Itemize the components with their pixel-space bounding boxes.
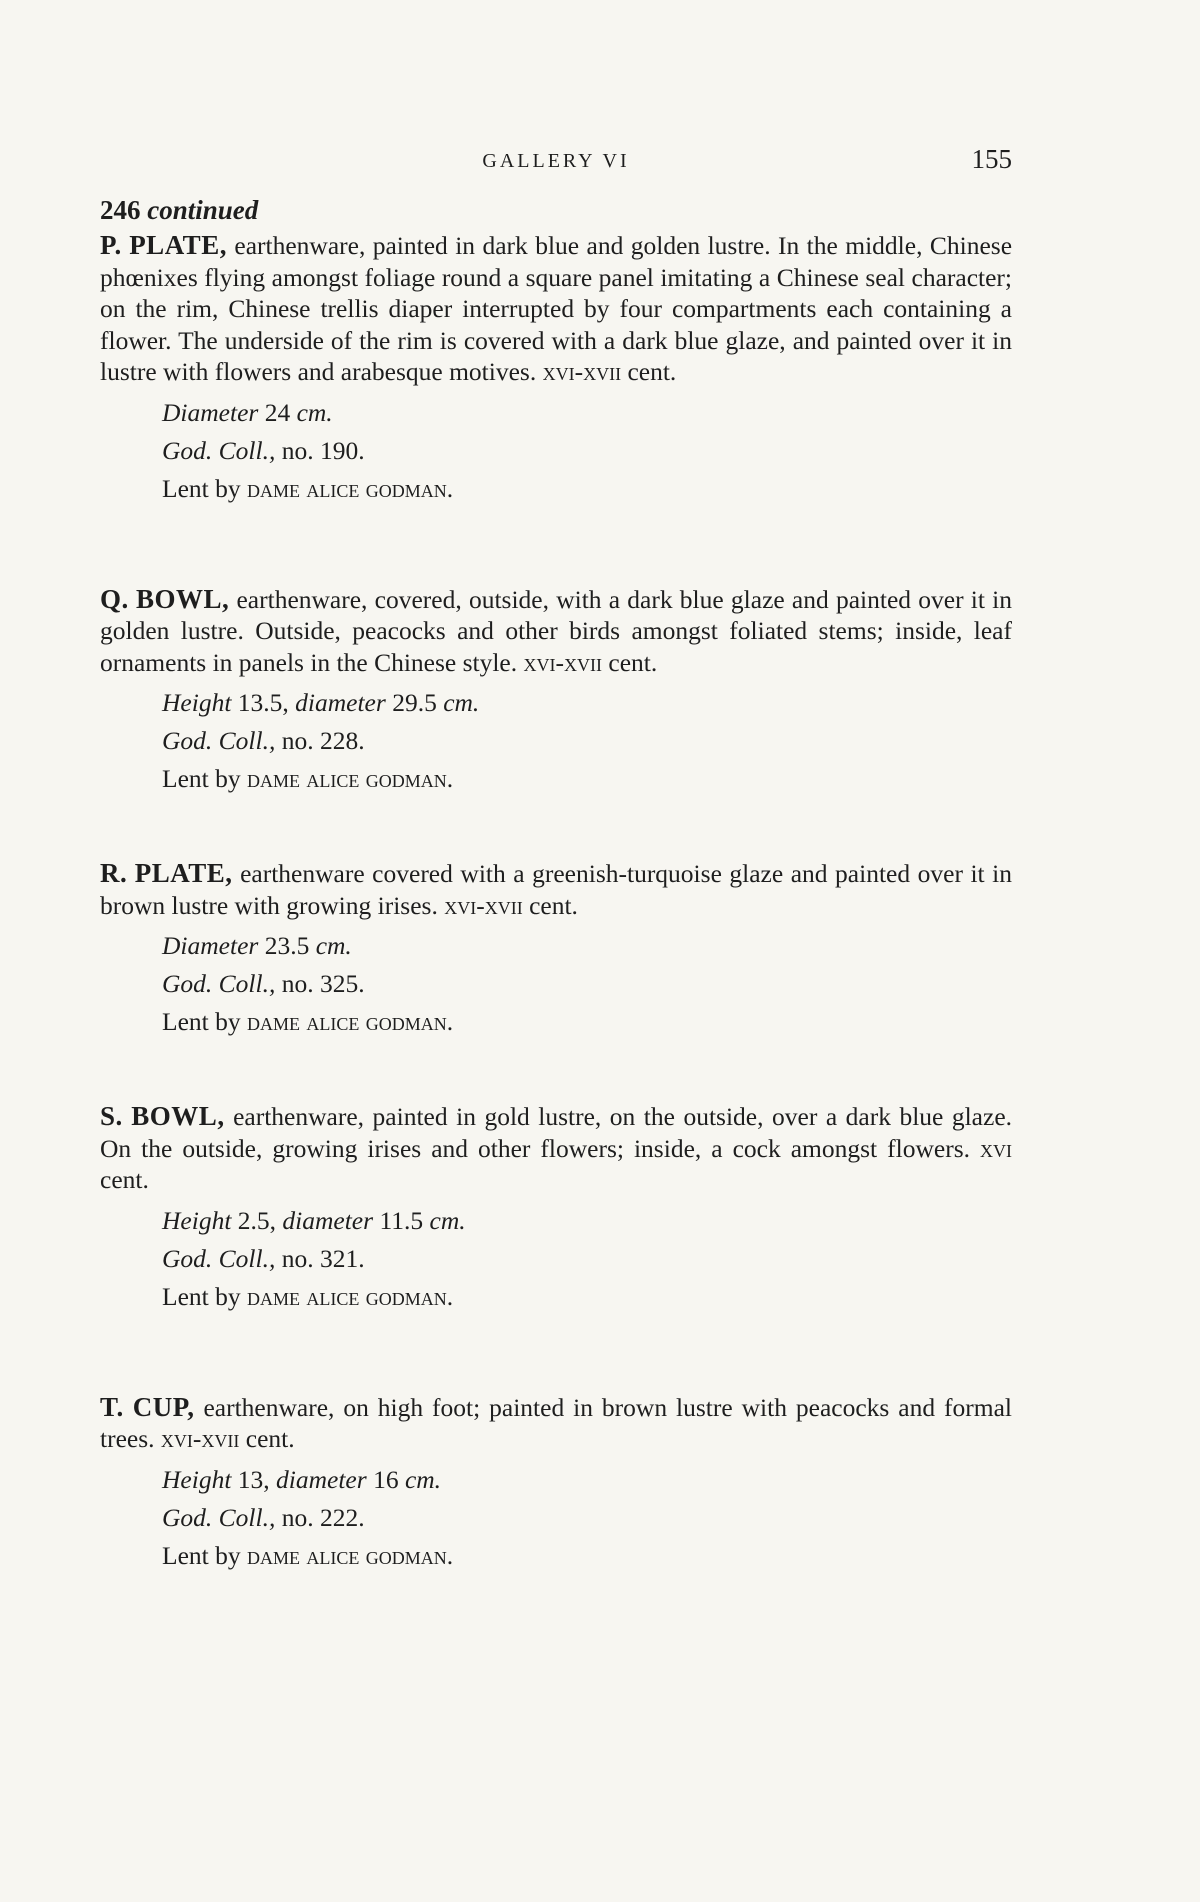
measure-value-2: 16: [373, 1464, 399, 1494]
unit: cm.: [429, 1205, 466, 1235]
date: xvi: [980, 1133, 1013, 1163]
measure-value: 13,: [237, 1464, 270, 1494]
page-content: [100, 192, 1012, 1575]
lender: dame alice godman.: [246, 764, 454, 793]
continued-label: continued: [147, 195, 259, 225]
entry-letter: T.: [100, 1391, 124, 1422]
object-name: BOWL,: [131, 1101, 225, 1131]
date: xvi-xvii: [523, 647, 602, 677]
entry-description: [100, 230, 1012, 388]
measure-label: Height: [162, 688, 232, 717]
spacer: [100, 1316, 1012, 1392]
entry-letter: P.: [100, 230, 122, 260]
measure-label-2: diameter: [276, 1464, 367, 1494]
date-suffix: cent.: [100, 1165, 149, 1194]
entry-text: earthenware, painted in gold lustre, on the outside, over a dark blue glaze. On the outside, growing irises and other flowers; inside, a cock amongst flowers.: [100, 1102, 1013, 1163]
lender-line: [162, 1278, 1012, 1316]
object-name: CUP,: [132, 1391, 195, 1422]
lender: dame alice godman.: [246, 1540, 454, 1570]
entry-t: [100, 1392, 1012, 1575]
measure-value: 13.5,: [237, 688, 289, 717]
collection-reference: [162, 965, 1012, 1003]
date-suffix: cent.: [245, 1424, 295, 1453]
entry-number: 246: [100, 195, 141, 225]
lender-line: [162, 760, 1012, 798]
entry-letter: S.: [100, 1101, 123, 1131]
measure-label-2: diameter: [282, 1205, 374, 1235]
entry-letter: R.: [100, 858, 128, 888]
measure-value-2: 11.5: [379, 1205, 424, 1235]
measure-value: 24: [264, 397, 291, 427]
measurement: [162, 684, 1012, 722]
entry-s: [100, 1101, 1012, 1316]
collection-reference: [162, 1499, 1012, 1537]
entry-details: [162, 684, 1012, 798]
collection-label: God. Coll.,: [162, 1243, 276, 1273]
collection-reference: [162, 1240, 1012, 1278]
collection-number: no. 190.: [281, 435, 365, 465]
entry-text: earthenware covered with a greenish-turquoise glaze and painted over it in brown lustre with growing irises.: [100, 859, 1013, 920]
object-name: PLATE,: [134, 858, 233, 888]
lent-prefix: Lent by: [162, 1281, 241, 1311]
spacer: [100, 798, 1012, 858]
entry-p: [100, 230, 1012, 508]
measure-label: Height: [162, 1205, 232, 1235]
entry-text: earthenware, painted in dark blue and golden lustre. In the middle, Chinese phœnixes flying amongst foliage round a square panel imitating a Chinese seal character; on the rim, Chinese trellis diaper interrupted by four compartments each containing a flower. The underside of the rim is covered with a dark blue glaze, and painted over it in lustre with flowers and arabesque motives.: [100, 231, 1013, 386]
measure-label-2: diameter: [295, 688, 386, 717]
collection-label: God. Coll.,: [162, 969, 276, 998]
lender: dame alice godman.: [246, 1281, 454, 1311]
collection-number: no. 321.: [281, 1243, 365, 1273]
measurement: [162, 927, 1012, 965]
measurement: [162, 394, 1012, 432]
collection-number: no. 222.: [281, 1502, 365, 1532]
page-number: 155: [971, 144, 1012, 174]
entry-description: [100, 1392, 1012, 1455]
page-header: [100, 144, 1012, 186]
entry-details: [162, 927, 1012, 1041]
spacer: [100, 1041, 1012, 1101]
spacer: [100, 508, 1012, 584]
date: xvi-xvii: [160, 1424, 240, 1453]
lender-line: [162, 1537, 1012, 1575]
entry-r: [100, 858, 1012, 1041]
lender: dame alice godman.: [246, 1007, 454, 1036]
collection-number: no. 325.: [281, 969, 365, 998]
unit: cm.: [315, 931, 352, 960]
unit: cm.: [404, 1464, 442, 1494]
measure-label: Height: [162, 1464, 232, 1494]
collection-label: God. Coll.,: [162, 726, 276, 755]
date-suffix: cent.: [529, 890, 578, 920]
entry-description: [100, 858, 1012, 921]
collection-number: no. 228.: [281, 726, 365, 755]
unit: cm.: [443, 688, 480, 717]
object-name: BOWL,: [135, 583, 230, 614]
entry-details: [162, 1461, 1012, 1575]
collection-label: God. Coll.,: [162, 1502, 276, 1532]
object-name: PLATE,: [129, 230, 227, 260]
lent-prefix: Lent by: [162, 473, 241, 503]
running-head: GALLERY VI: [482, 150, 630, 172]
unit: cm.: [296, 397, 333, 427]
entry-text: earthenware, covered, outside, with a dark blue glaze and painted over it in golden lustre. Outside, peacocks and other birds amongst foliated stems; inside, leaf ornaments in panels in the Chinese style.: [100, 584, 1012, 677]
entry-description: [100, 584, 1012, 679]
collection-reference: [162, 722, 1012, 760]
measure-value-2: 29.5: [392, 688, 437, 717]
lent-prefix: Lent by: [162, 1007, 241, 1036]
entry-letter: Q.: [100, 583, 129, 614]
entry-details: [162, 394, 1012, 508]
date: xvi-xvii: [542, 357, 622, 386]
lender: dame alice godman.: [246, 473, 454, 503]
entry-text: earthenware, on high foot; painted in brown lustre with peacocks and formal trees.: [100, 1392, 1013, 1453]
entry-details: [162, 1202, 1012, 1316]
entry-q: [100, 584, 1012, 799]
lent-prefix: Lent by: [162, 1540, 241, 1570]
measurement: [162, 1202, 1012, 1240]
date-suffix: cent.: [608, 647, 658, 677]
collection-label: God. Coll.,: [162, 435, 276, 465]
continued-heading: [100, 192, 1012, 228]
date-suffix: cent.: [627, 357, 677, 386]
lent-prefix: Lent by: [162, 764, 241, 793]
measure-value: 2.5,: [237, 1205, 277, 1235]
lender-line: [162, 1003, 1012, 1041]
collection-reference: [162, 432, 1012, 470]
lender-line: [162, 470, 1012, 508]
measure-label: Diameter: [162, 931, 259, 960]
measurement: [162, 1461, 1012, 1499]
measure-label: Diameter: [162, 397, 259, 427]
entry-description: [100, 1101, 1012, 1196]
date: xvi-xvii: [444, 890, 523, 920]
measure-value: 23.5: [264, 931, 310, 960]
